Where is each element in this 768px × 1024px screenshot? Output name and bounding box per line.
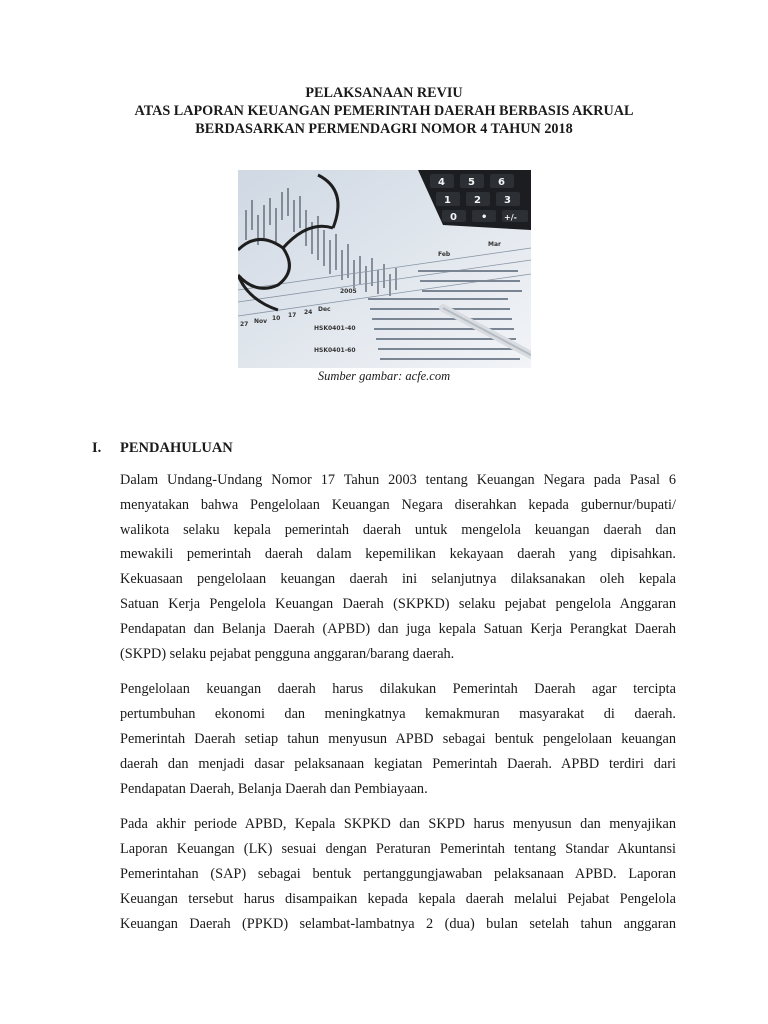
chart-label: 17 <box>288 312 297 319</box>
title-line-3: BERDASARKAN PERMENDAGRI NOMOR 4 TAHUN 2018 <box>195 121 573 137</box>
paragraph-3 <box>120 812 676 936</box>
paragraph-line: mewakili pemerintah daerah dalam kepemilikan kekayaan daerah yang dipisahkan. <box>120 546 676 563</box>
section-title: PENDAHULUAN <box>120 440 233 456</box>
calculator-key: +/- <box>504 213 517 222</box>
calculator-key: • <box>481 212 488 223</box>
chart-label: Feb <box>438 251 451 258</box>
figure-caption: Sumber gambar: acfe.com <box>317 369 451 383</box>
paragraph-1 <box>120 468 676 666</box>
paragraph-line: Kekuasaan pengelolaan keuangan daerah ini selanjutnya dilaksanakan oleh kepala <box>120 571 676 588</box>
chart-label: Mar <box>488 241 501 248</box>
title-line-2: ATAS LAPORAN KEUANGAN PEMERINTAH DAERAH BERBASIS AKRUAL <box>134 103 634 119</box>
calculator-key: 2 <box>474 195 481 206</box>
paragraph-line: Dalam Undang-Undang Nomor 17 Tahun 2003 tentang Keuangan Negara pada Pasal 6 <box>120 472 676 488</box>
paragraph-line: Keuangan Daerah (PPKD) selambat-lambatnya 2 (dua) bulan setelah tahun anggaran <box>120 915 676 932</box>
calculator-key: 6 <box>498 177 505 188</box>
financial-chart-photo <box>238 170 531 368</box>
document-title <box>0 84 768 138</box>
paragraph-line: Pendapatan Daerah, Belanja Daerah dan Pembiayaan. <box>120 780 428 797</box>
calculator-key: 4 <box>438 177 445 188</box>
chart-label: 27 <box>240 321 249 328</box>
section-body <box>120 468 676 947</box>
paragraph-line: Pemerintahan (SAP) sebagai bentuk pertanggungjawaban pelaksanaan APBD. Laporan <box>120 865 676 882</box>
calculator-key: 5 <box>468 177 475 188</box>
chart-label: 10 <box>272 315 281 322</box>
section-number: I. <box>92 440 102 456</box>
paragraph-line: Laporan Keuangan (LK) sesuai dengan Peraturan Pemerintah tentang Standar Akuntansi <box>120 841 676 858</box>
paragraph-line: Pendapatan dan Belanja Daerah (APBD) dan juga kepala Satuan Kerja Perangkat Daerah <box>120 620 676 637</box>
title-line-1: PELAKSANAAN REVIU <box>305 85 463 101</box>
photo-illustration <box>238 170 531 368</box>
section-heading <box>92 440 233 457</box>
chart-label: Nov <box>254 318 268 325</box>
paragraph-line: Satuan Kerja Pengelola Keuangan Daerah (SKPKD) selaku pejabat pengelola Anggaran <box>120 595 676 612</box>
paragraph-line: Keuangan tersebut harus disampaikan kepada kepala daerah melalui Pejabat Pengelola <box>120 890 676 907</box>
paragraph-line: walikota selaku kepala pemerintah daerah untuk mengelola keuangan daerah dan <box>120 521 676 538</box>
chart-label: HSK0401-40 <box>314 325 356 332</box>
paragraph-line: Pemerintah Daerah setiap tahun menyusun APBD sebagai bentuk pengelolaan keuangan <box>120 730 676 747</box>
paragraph-line: menyatakan bahwa Pengelolaan Keuangan Negara diserahkan kepada gubernur/bupati/ <box>120 496 676 513</box>
calculator-key: 0 <box>450 212 457 223</box>
paragraph-line: daerah dan menjadi dasar pelaksanaan kegiatan Pemerintah Daerah. APBD terdiri dari <box>120 755 676 772</box>
chart-label: Dec <box>318 306 331 313</box>
paragraph-line: Pengelolaan keuangan daerah harus dilakukan Pemerintah Daerah agar tercipta <box>120 681 676 698</box>
chart-label: 24 <box>304 309 313 316</box>
paragraph-line: Pada akhir periode APBD, Kepala SKPKD dan SKPD harus menyusun dan menyajikan <box>120 816 676 833</box>
chart-label: HSK0401-60 <box>314 347 356 354</box>
paragraph-line: pertumbuhan ekonomi dan meningkatnya kemakmuran masyarakat di daerah. <box>120 706 676 723</box>
calculator-key: 3 <box>504 195 511 206</box>
calculator-key: 1 <box>444 195 451 206</box>
chart-label: 2005 <box>340 288 357 295</box>
paragraph-2 <box>120 677 676 801</box>
paragraph-line: (SKPD) selaku pejabat pengguna anggaran/barang daerah. <box>120 645 455 662</box>
